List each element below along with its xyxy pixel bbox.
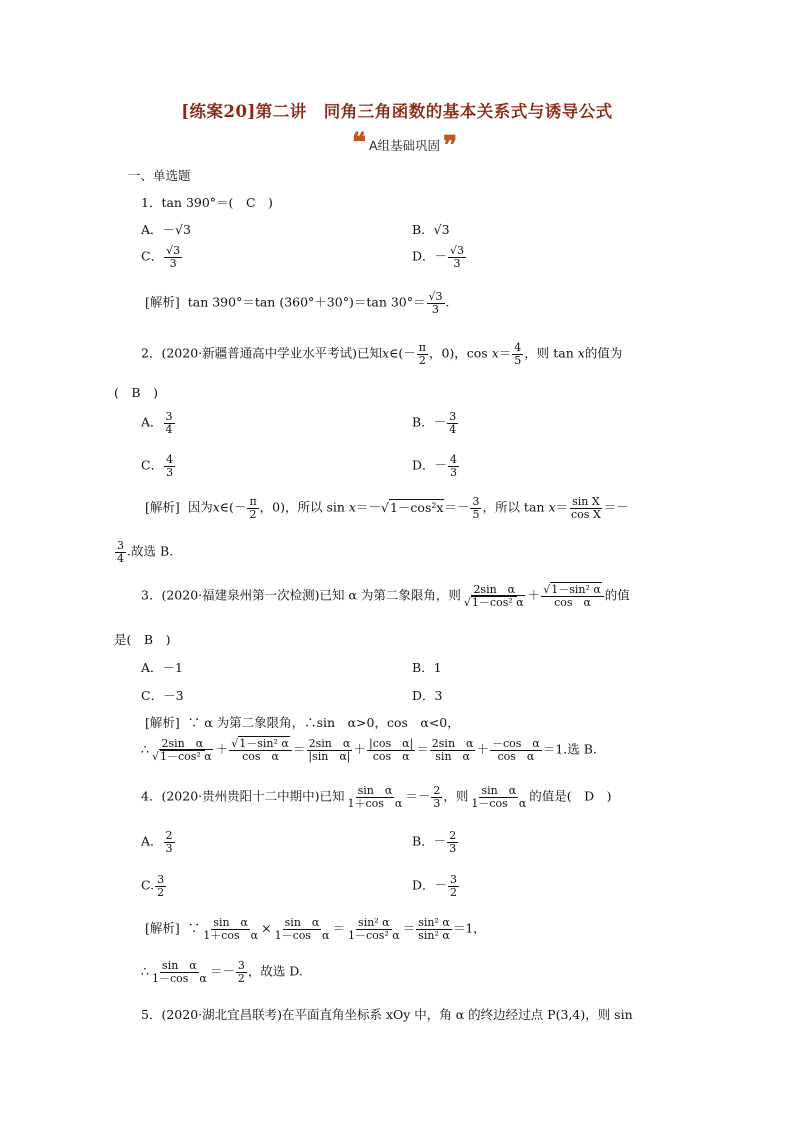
q1-option-d: D．－ $\frac{√3}{3}$ (412, 244, 465, 270)
q2-solution-end: $\frac{3}{4}$ .故选 B. (117, 539, 174, 565)
q5-stem: 5．(2020·湖北宜昌联考)在平面直角坐标系 xOy 中，角 α 的终边经过点 P(3,4)，则 sin (141, 1007, 633, 1022)
q2-answer: ( B ) (114, 385, 158, 400)
q3-solution: [解析] ∵ α 为第二象限角，∴sin α>0，cos α<0， (145, 715, 460, 730)
q2-option-a: A． $\frac{3}{4}$ (141, 410, 173, 436)
q2-solution: [解析] 因为x∈(－ $\frac{\pi}{2}$ ，0)，所以 sin x＝－√1－cos²x＝－ $\frac{3}{5}$ ，所以 tan x＝ $\frac{\text{sin X}}{\text{cos X}}$ ＝－ (145, 495, 629, 521)
q1-option-c: C． $\frac{√3}{3}$ (141, 244, 181, 270)
q1-option-b: B．√3 (412, 222, 450, 237)
q2-option-c: C． $\frac{4}{3}$ (141, 453, 174, 479)
q4-option-a: A． $\frac{2}{3}$ (141, 829, 173, 855)
q4-solution: [解析] ∵ $\frac{\text{sin α}}{\text{1＋cos α}}$ × $\frac{\text{sin α}}{\text{1－cos α}}$ ＝ $\frac{\text{sin² α}}{\text{1－cos² α}}$ ＝ $\frac{\text{sin² α}}{\text{sin² α}}$ ＝1， (145, 916, 486, 942)
page-title: [练案20]第二讲 同角三角函数的基本关系式与诱导公式 (181, 102, 613, 121)
close-quote-icon: ❞ (443, 131, 458, 161)
q1-solution: [解析] tan 390°＝tan (360°＋30°)＝tan 30°＝ $\frac{√3}{3}$ . (145, 290, 450, 316)
q2-stem: 2．(2020·新疆普通高中学业水平考试)已知x∈(－ $\frac{\pi}{2}$ ，0)，cos x＝ $\frac{4}{5}$ ，则 tan x的值为 (141, 341, 623, 367)
q4-solution-end: ∴ $\frac{\text{sin α}}{\text{1－cos α}}$ ＝－ $\frac{3}{2}$ ，故选 D. (141, 959, 303, 985)
badge-label: A组基础巩固 (369, 138, 441, 153)
q2-option-d: D．－ $\frac{4}{3}$ (412, 453, 458, 479)
q3-stem-cont: 是( B ) (114, 632, 171, 647)
q3-solution-eq: ∴ $\frac{\text{2sin α}}{\text{√1－cos² α}}$ ＋ $\frac{\text{√1－sin² α}}{\text{cos α}}$ ＝ $\frac{\text{2sin α}}{\text{|sin α|}}$ ＋ $\frac{\text{|cos α|}}{\text{cos α}}$ ＝ $\frac{\text{2sin α}}{\text{sin α}}$ ＋ $\frac{\text{－cos α}}{\text{cos α}}$ ＝1.选 B. (141, 737, 597, 763)
q2-option-b: B．－ $\frac{3}{4}$ (412, 410, 457, 436)
q1-option-a: A．－√3 (141, 222, 191, 237)
q3-option-d: D．3 (412, 688, 443, 703)
q3-stem: 3．(2020·福建泉州第一次检测)已知 α 为第二象限角，则 $\frac{\text{2sin α}}{\text{√1－cos² α}}$ ＋ $\frac{\text{√1－sin² α}}{\text{cos α}}$ 的值 (141, 583, 630, 609)
open-quote-icon: ❝ (352, 128, 366, 158)
q3-option-a: A．－1 (141, 660, 183, 675)
q4-stem: 4．(2020·贵州贵阳十二中期中)已知 $\frac{\text{sin α}}{\text{1＋cos α}}$ ＝－ $\frac{2}{3}$ ，则 $\frac{\text{sin α}}{\text{1－cos α}}$ 的值是( D ) (141, 784, 612, 810)
q4-option-d: D．－ $\frac{3}{2}$ (412, 873, 458, 899)
q1-stem: 1．tan 390°＝( C ) (141, 195, 273, 210)
section-badge (352, 128, 458, 161)
q3-option-c: C．－3 (141, 688, 184, 703)
q4-option-b: B．－ $\frac{2}{3}$ (412, 829, 457, 855)
q3-option-b: B．1 (412, 660, 442, 675)
section-heading: 一、单选题 (128, 168, 191, 183)
q4-option-c: C. $\frac{3}{2}$ (141, 873, 165, 899)
